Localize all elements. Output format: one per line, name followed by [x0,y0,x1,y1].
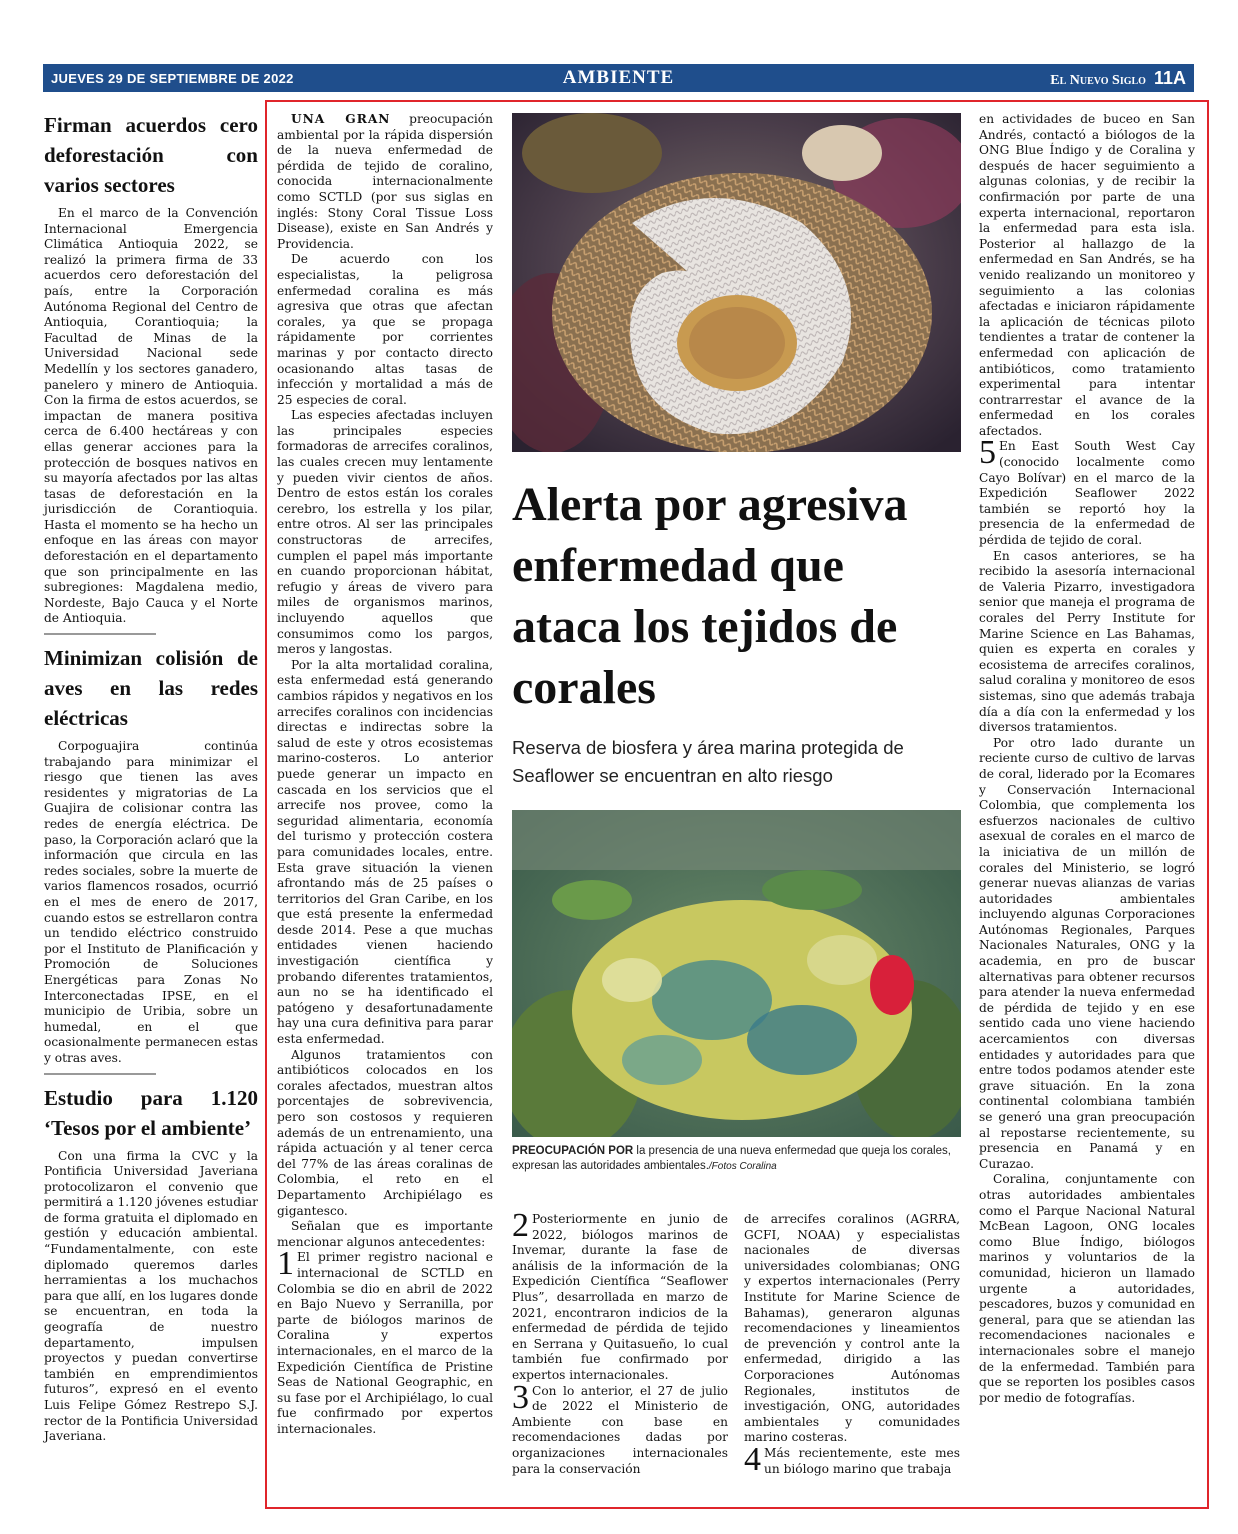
article-column-1 [277,112,493,1437]
item-number: 3 [512,1378,529,1416]
lead-text: preocupación ambiental por la rápida dispersión de la nueva enfermedad de pérdida de tejido de coralino, conocida internacionalmente como SCTLD (por sus siglas en inglés: Stony Coral Tissue Loss Disease), existe en San Andrés y Providencia. [277,112,493,251]
lead-paragraph [277,112,493,252]
brain-coral-photo [512,113,961,452]
article-headline: Alerta por agresiva enfermedad que ataca los tejidos de corales [512,478,908,714]
paragraph: Coralina, conjuntamente con otras autoridades ambientales como el Parque Nacional Natural McBean Lagoon, ONG locales como Blue Índigo, biólogos marinos y voluntarios de la comunidad, hicieron un llamado urgente a autoridades, pescadores, buzos y comunidad en general, para que se atiendan las recomendaciones nacionales e internacionales sobre el manejo de la enfermedad. También para que se reporten los posibles casos por medio de fotografías. [979,1172,1195,1405]
item-number: 5 [979,434,996,472]
numbered-item-2: 2 Posteriormente en junio de 2022, biólogos marinos de Invemar, durante la fase de análisis de la información de la Expedición Científica “Seaflower Plus”, desarrollada en marzo de 2021, encontraron indicios de la enfermedad de pérdida de tejido en Serrana y Quitasueño, lo cual también fue confirmado por expertos internacionales. [512,1207,728,1382]
page-header [43,64,1194,92]
brief-story-1 [44,110,258,627]
newspaper-brand: El Nuevo Siglo [1050,72,1146,88]
paragraph: En casos anteriores, se ha recibido la asesoría internacional de Valeria Pizarro, investigadora senior que maneja el programa de corales del Perry Institute for Marine Science en Las Bahamas, quien es experta en corales y ecosistema de arrecifes coralinos, salud coralina y monitoreo de esos sistemas, sino que además trabaja día a día con la enfermedad y los diversos tratamientos. [979,548,1195,735]
paragraph: de arrecifes coralinos (AGRRA, GCFI, NOAA) y especialistas nacionales de diversas universidades colombianas; ONG y expertos internacionales (Perry Institute for Marine Science de Bahamas), generaron algunas recomendaciones y lineamientos de prevención y control ante la enfermedad, dirigido a las Corporaciones Autónomas Regionales, institutos de investigación, ONG, autoridades ambientales y comunidades marino costeras. [744,1212,960,1445]
page-number: 11A [1153,67,1186,88]
brief-title-3: Estudio para 1.120 ‘Tesos por el ambiente’ [44,1085,258,1140]
caption-text: la presencia de una nueva enfermedad que queja los corales, expresan las autoridades ambientales. [512,1145,951,1172]
photo-credit: /Fotos Coralina [708,1161,777,1172]
brief-body-3: Con una firma la CVC y la Pontificia Universidad Javeriana protocolizaron el convenio que permitirá a 1.120 jóvenes estudiar de forma gratuita el diplomado en gestión y educación ambiental. “Fundamentalmente, con este diplomado queremos darles herramientas a los muchachos para que allí, en los lugares donde se encuentran, en toda la geografía de nuestro departamento, impulsen proyectos y puedan convertirse también en emprendimientos futuros”, expresó en el evento Luis Felipe Gómez Restrepo S.J. rector de la Pontificia Universidad Javeriana. [44,1148,258,1444]
divider [44,1073,156,1075]
paragraph: Por otro lado durante un reciente curso de cultivo de larvas de coral, liderado por la Ecomares y Conservación Internacional Colombia, que complementa los esfuerzos nacionales de cultivo asexual de corales en el marco de la iniciativa de un millón de corales del Ministerio, se logró generar nuevas alianzas de varias autoridades ambientales incluyendo algunas Corporaciones Autónomas Regionales, Parques Nacionales Naturales, ONG y la academia, en pro de buscar alternativas para obtener recursos para atender la nueva enfermedad de pérdida de tejido y en ese sentido cada uno viene haciendo acercamientos con diversas entidades y autoridades para que entre todos podamos atender este grave situación. En la zona continental colombiana también se generó una gran preocupación al repostarse recientemente, su presencia en Panamá y en Curazao. [979,735,1195,1171]
article-column-2 [512,1207,728,1477]
photo-caption [512,1144,961,1174]
paragraph: en actividades de buceo en San Andrés, contactó a biólogos de la ONG Blue Índigo y de Coralina y después de hacer seguimiento a algunas colonias, y de recibir la confirmación por parte de una experta internacional, reportaron la enfermedad para esta isla. Posterior al hallazgo de la enfermedad en San Andrés, se ha venido realizando un monitoreo y seguimiento a las colonias afectadas e iniciaron rápidamente la aplicación de técnicas piloto tendientes a tratar de contener la enfermedad con aplicación de antibióticos, como tratamiento experimental para intentar contrarrestar el avance de la enfermedad en los corales afectados. [979,112,1195,438]
sidebar-briefs [44,110,258,1451]
brain-coral-image [512,113,961,452]
paragraph: Por la alta mortalidad coralina, esta enfermedad está generando cambios rápidos y negativos en los arrecifes coralinos con incidencias directas e indirectas sobre la salud de este y otros ecosistemas marino-costeros. Lo anterior puede generar un impacto en cascada en los servicios que el arrecife nos provee, como la seguridad alimentaria, economía del turismo y protección costera para comunidades locales, entre. Esta grave situación la vienen afrontando más de 25 países o territorios del Gran Caribe, en los que está presente la enfermedad desde 2014. Pese a que muchas entidades vienen haciendo investigación científica y probando diferentes tratamientos, aun no se ha identificado el patógeno y desafortunadamente hay una cura definitiva para parar esta enfermedad. [277,657,493,1047]
brief-body-2: Corpoguajira continúa trabajando para minimizar el riesgo que tienen las aves residentes y migratorias de La Guajira de colisionar contra las redes de energía eléctrica. De paso, la Corporación aclaró que la información que circula en las redes sociales, sobre la muerte de varios flamencos rosados, ocurrió en el mes de enero de 2017, cuando estos se estrellaron contra un tendido eléctrico construido por el Instituto de Planificación y Promoción de Soluciones Energéticas para Zonas No Interconectadas IPSE, en el municipio de Uribia, sobre un humedal, en el que ocasionalmente permanecen estas y otras aves. [44,739,258,1065]
brief-story-3 [44,1083,258,1445]
divider [44,633,156,635]
numbered-item-3: 3 Con lo anterior, el 27 de julio de 2022 el Ministerio de Ambiente con base en recomendaciones dadas por organizaciones internacionales para la conservación [512,1378,728,1476]
header-right [1050,68,1186,89]
paragraph: Algunos tratamientos con antibióticos colocados en los corales afectados, muestran altos porcentajes de sobrevivencia, pero son costosos y requieren además de un entrenamiento, una rápida actuación y al tener cerca del 77% de las áreas coralinas de Colombia, el reto en el Departamento Archipiélago es gigantesco. [277,1047,493,1218]
item-number: 1 [277,1245,294,1283]
lead-caps: UNA GRAN [291,112,391,126]
numbered-item-1: 1 El primer registro nacional e internacional de SCTLD en Colombia se dio en abril de 2022 en Bajo Nuevo y Serranilla, por parte de biólogos marinos de Coralina y expertos internacionales, en el marco de la Expedición Científica de Pristine Seas de National Geographic, en su fase por el Archipiélago, lo cual fue confirmado por expertos internacionales. [277,1245,493,1436]
paragraph: Señalan que es importante mencionar algunos antecedentes: [277,1219,493,1249]
numbered-item-4: 4 Más recientemente, este mes un biólogo marino que trabaja [744,1440,960,1478]
paragraph: Las especies afectadas incluyen las principales especies formadoras de arrecifes coralinos, las cuales crecen muy lentamente y pueden vivir cientos de años. Dentro de estos están los corales cerebro, los estrella y los pilar, entre otros. Al ser las principales constructoras de arrecifes, cumplen el papel más importante en cuando proporcionan hábitat, refugio y áreas de vivero para miles de organismos marinos, incluyendo aquellos que consumimos como los pargos, meros y langostas. [277,408,493,657]
section-name: AMBIENTE [562,67,675,88]
brief-body-1: En el marco de la Convención Internacional Emergencia Climática Antioquia 2022, se realizó la primera firma de 33 acuerdos cero deforestación del país, entre la Corporación Autónoma Regional del Centro de Antioquia, Corantioquia; la Facultad de Minas de la Universidad Nacional sede Medellín y los sectores ganadero, panelero y minero de Antioquia. Con la firma de estos acuerdos, se impactan de manera positiva cerca de 6.400 hectáreas y con ellas generar acciones para la protección de bosques nativos en su mayoría afectados por las altas tasas de deforestación en la jurisdicción de Corantioquia. Hasta el momento se ha hecho un enfoque en las áreas con mayor deforestación en el departamento que son principalmente en las subregiones: Magdalena medio, Nordeste, Bajo Cauca y el Norte de Antioquia. [44,206,258,626]
paragraph: De acuerdo con los especialistas, la peligrosa enfermedad coralina es más agresiva que otras que afectan corales, ya que se propaga rápidamente por corrientes marinas y por contacto directo ocasionando altas tasas de infección y mortalidad a más de 25 especies de coral. [277,252,493,407]
article-column-3 [744,1212,960,1477]
article-column-4 [979,112,1195,1406]
item-number: 2 [512,1207,529,1244]
numbered-item-5: 5 En East South West Cay (conocido localmente como Cayo Bolívar) en el marco de la Expedición Seaflower 2022 también se reportó hoy la presencia de la enfermedad de pérdida de tejido de coral. [979,434,1195,548]
article-subhead: Reserva de biosfera y área marina protegida de Seaflower se encuentran en alto riesgo [512,737,904,786]
issue-date: JUEVES 29 DE SEPTIEMBRE DE 2022 [51,70,294,86]
brief-title-1: Firman acuerdos cero deforestación con varios sectores [44,113,258,197]
brief-story-2 [44,643,258,1066]
item-number: 4 [744,1440,761,1478]
diseased-coral-photo [512,810,961,1137]
caption-lead: PREOCUPACIÓN POR [512,1145,634,1157]
diseased-coral-image [512,810,961,1137]
brief-title-2: Minimizan colisión de aves en las redes eléctricas [44,646,258,731]
